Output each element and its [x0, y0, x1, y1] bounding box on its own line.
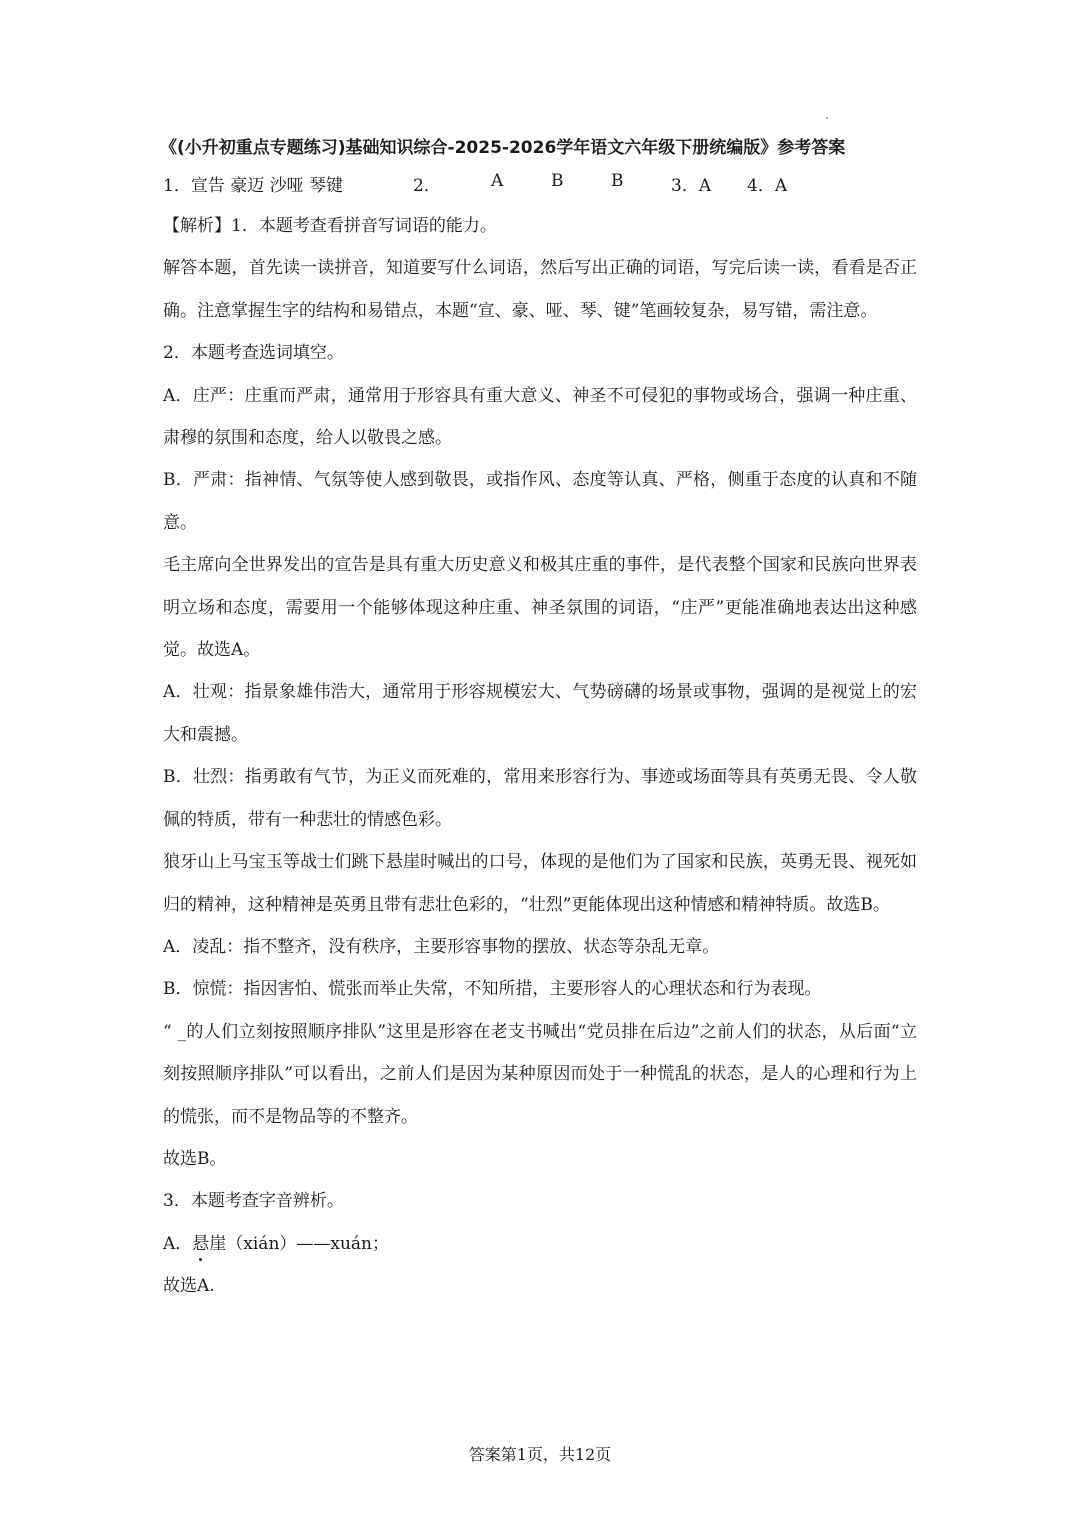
paragraph: B．壮烈：指勇敢有气节，为正义而死难的，常用来形容行为、事迹或场面等具有英勇无畏、令人敬佩的特质，带有一种悲壮的情感色彩。 [163, 767, 917, 830]
paragraph: B．惊慌：指因害怕、慌张而举止失常，不知所措，主要形容人的心理状态和行为表现。 [163, 979, 822, 1000]
answer-q2-b: B [551, 171, 564, 191]
analysis-body [163, 205, 917, 1308]
answer-q2-label: 2． [413, 176, 441, 196]
scan-speck [826, 117, 828, 119]
item-rest: 崖（xián）——xuán； [209, 1233, 390, 1254]
answer-q3: 3．A [671, 176, 712, 196]
page-footer: 答案第1页，共12页 [468, 1445, 612, 1464]
item-prefix: A． [163, 1233, 193, 1254]
answer-q2-a: A [491, 171, 504, 191]
emphasis-dotted-char: 悬 [192, 1233, 210, 1254]
paragraph: 狼牙山上马宝玉等战士们跳下悬崖时喊出的口号，体现的是他们为了国家和民族，英勇无畏、视死如归的精神，这种精神是英勇且带有悲壮色彩的，“壮烈”更能体现出这种情感和精神特质。故选B。 [163, 852, 917, 915]
answer-q1: 1．宣告 豪迈 沙哑 琴键 [163, 176, 344, 196]
paragraph: 2．本题考查选词填空。 [163, 343, 344, 364]
paragraph: 3．本题考查字音辨析。 [163, 1191, 344, 1212]
paragraph: 解答本题，首先读一读拼音，知道要写什么词语，然后写出正确的词语，写完后读一读，看看是否正确。注意掌握生字的结构和易错点，本题“宣、豪、哑、琴、键”笔画较复杂，易写错，需注意。 [163, 258, 917, 321]
paragraph: A．壮观：指景象雄伟浩大，通常用于形容规模宏大、气势磅礴的场景或事物，强调的是视觉上的宏大和震撼。 [163, 682, 917, 745]
pinyin-item-line [163, 1223, 917, 1265]
paragraph: 【解析】1．本题考查看拼音写词语的能力。 [163, 216, 497, 236]
answer-q4: 4．A [747, 176, 788, 196]
paragraph: 故选B。 [163, 1148, 227, 1169]
paragraph: “ _的人们立刻按照顺序排队”这里是形容在老支书喊出“党员排在后边”之前人们的状态，从后面“立刻按照顺序排队”可以看出，之前人们是因为某种原因而处于一种慌乱的状态，是人的心理和行为上的慌张，而不是物品等的不整齐。 [163, 1021, 917, 1127]
paragraph: B．严肃：指神情、气氛等使人感到敬畏，或指作风、态度等认真、严格，侧重于态度的认真和不随意。 [163, 470, 917, 533]
page-title: 《(小升初重点专题练习)基础知识综合-2025-2026学年语文六年级下册统编版》参考答案 [160, 138, 846, 158]
paragraph: 毛主席向全世界发出的宣告是具有重大历史意义和极其庄重的事件，是代表整个国家和民族向世界表明立场和态度，需要用一个能够体现这种庄重、神圣氛围的词语，“庄严”更能准确地表达出这种感觉。故选A。 [163, 555, 917, 661]
paragraph: 故选A. [163, 1276, 215, 1297]
paragraph: A．凌乱：指不整齐，没有秩序，主要形容事物的摆放、状态等杂乱无章。 [163, 936, 720, 957]
paragraph: A．庄严：庄重而严肃，通常用于形容具有重大意义、神圣不可侵犯的事物或场合，强调一种庄重、肃穆的氛围和态度，给人以敬畏之感。 [163, 385, 917, 449]
answer-q2-c: B [611, 171, 624, 191]
